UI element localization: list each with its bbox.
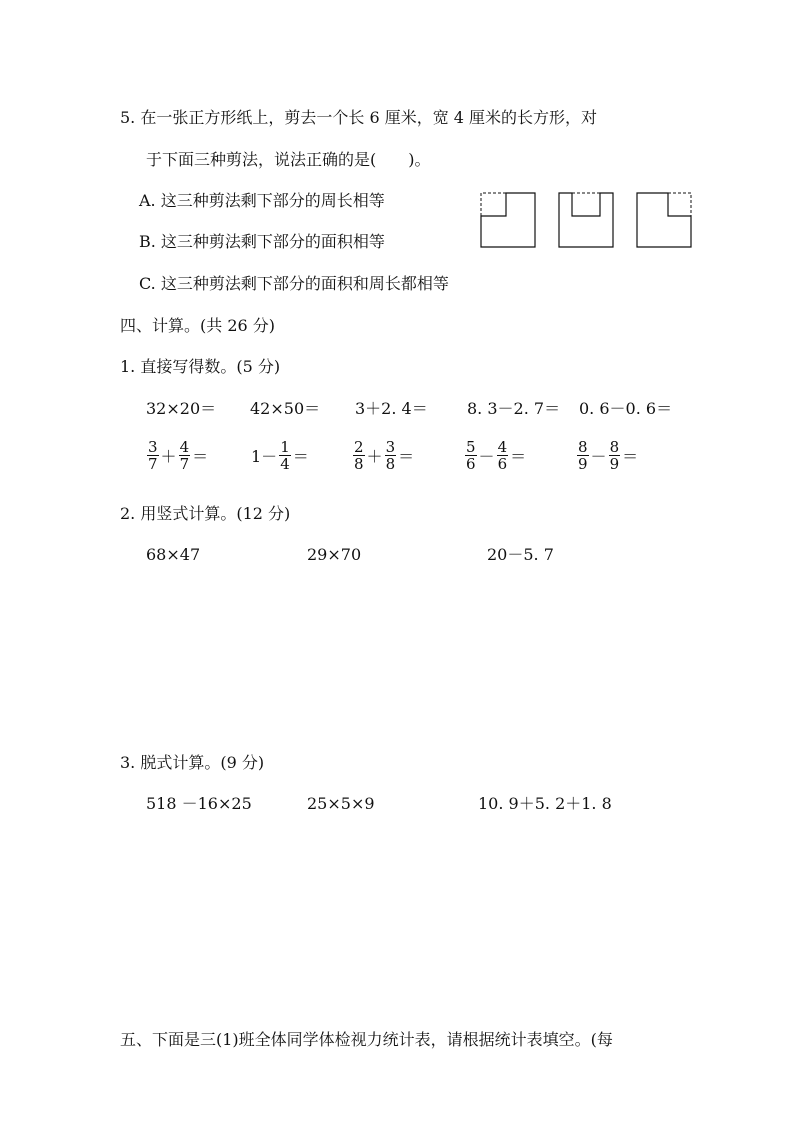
fraction (353, 439, 365, 472)
section5-heading: 五、下面是三(1)班全体同学体检视力统计表，请根据统计表填空。(每 (120, 1030, 613, 1049)
fraction (147, 439, 159, 472)
equals-sign: ＝ (192, 447, 209, 466)
numerator: 5 (466, 438, 476, 456)
lead-term: 1－ (251, 447, 278, 466)
part2-heading: 2. 用竖式计算。(12 分) (120, 504, 291, 523)
equals-sign: ＝ (398, 447, 415, 466)
part1-heading: 1. 直接写得数。(5 分) (120, 357, 281, 376)
denominator: 6 (466, 455, 476, 473)
denominator: 6 (497, 455, 508, 473)
operator: ＋ (366, 447, 383, 466)
vertical-calc-1: 68×47 (146, 545, 201, 564)
part3-heading: 3. 脱式计算。(9 分) (120, 753, 265, 772)
q5-option-a: A. 这三种剪法剩下部分的周长相等 (139, 191, 385, 210)
section4-heading: 四、计算。(共 26 分) (120, 316, 276, 335)
mental-calc-5: 0. 6－0. 6＝ (579, 399, 673, 418)
cut-diagram-corner (480, 192, 536, 248)
fraction (577, 439, 589, 472)
stepwise-calc-1: 518 －16×25 (146, 794, 252, 813)
numerator: 3 (385, 438, 396, 456)
mental-calc-3: 3＋2. 4＝ (355, 399, 428, 418)
operator: － (590, 447, 607, 466)
equals-sign: ＝ (510, 447, 527, 466)
operator: ＋ (160, 447, 177, 466)
numerator: 4 (179, 438, 190, 456)
vertical-calc-3: 20－5. 7 (487, 545, 554, 564)
fraction (179, 439, 191, 472)
cut-diagram-side (636, 192, 692, 248)
fraction (609, 439, 621, 472)
denominator: 9 (578, 455, 588, 473)
numerator: 1 (280, 438, 290, 456)
q5-line-2: 于下面三种剪法，说法正确的是( )。 (146, 150, 431, 169)
numerator: 4 (497, 438, 508, 456)
fraction-calc-1 (146, 439, 209, 472)
equals-sign: ＝ (622, 447, 639, 466)
mental-calc-4: 8. 3－2. 7＝ (467, 399, 561, 418)
mental-calc-2: 42×50＝ (250, 399, 321, 418)
vertical-calc-2: 29×70 (307, 545, 362, 564)
fraction-calc-2 (250, 439, 310, 472)
denominator: 7 (179, 455, 190, 473)
denominator: 8 (385, 455, 396, 473)
q5-line-1: 5. 在一张正方形纸上，剪去一个长 6 厘米，宽 4 厘米的长方形，对 (120, 108, 598, 127)
fraction-calc-5 (576, 439, 639, 472)
operator: － (478, 447, 495, 466)
numerator: 2 (354, 438, 364, 456)
denominator: 4 (280, 455, 290, 473)
stepwise-calc-3: 10. 9＋5. 2＋1. 8 (478, 794, 612, 813)
equals-sign: ＝ (292, 447, 309, 466)
fraction (279, 439, 291, 472)
q5-option-b: B. 这三种剪法剩下部分的面积相等 (139, 232, 385, 251)
denominator: 9 (609, 455, 620, 473)
numerator: 8 (578, 438, 588, 456)
fraction-calc-4 (464, 439, 527, 472)
fraction-calc-3 (352, 439, 415, 472)
mental-calc-1: 32×20＝ (146, 399, 217, 418)
numerator: 8 (609, 438, 620, 456)
fraction (497, 439, 509, 472)
fraction (385, 439, 397, 472)
cut-diagram-middle (558, 192, 614, 248)
denominator: 7 (148, 455, 158, 473)
q5-option-c: C. 这三种剪法剩下部分的面积和周长都相等 (139, 274, 449, 293)
stepwise-calc-2: 25×5×9 (307, 794, 375, 813)
fraction (465, 439, 477, 472)
numerator: 3 (148, 438, 158, 456)
denominator: 8 (354, 455, 364, 473)
